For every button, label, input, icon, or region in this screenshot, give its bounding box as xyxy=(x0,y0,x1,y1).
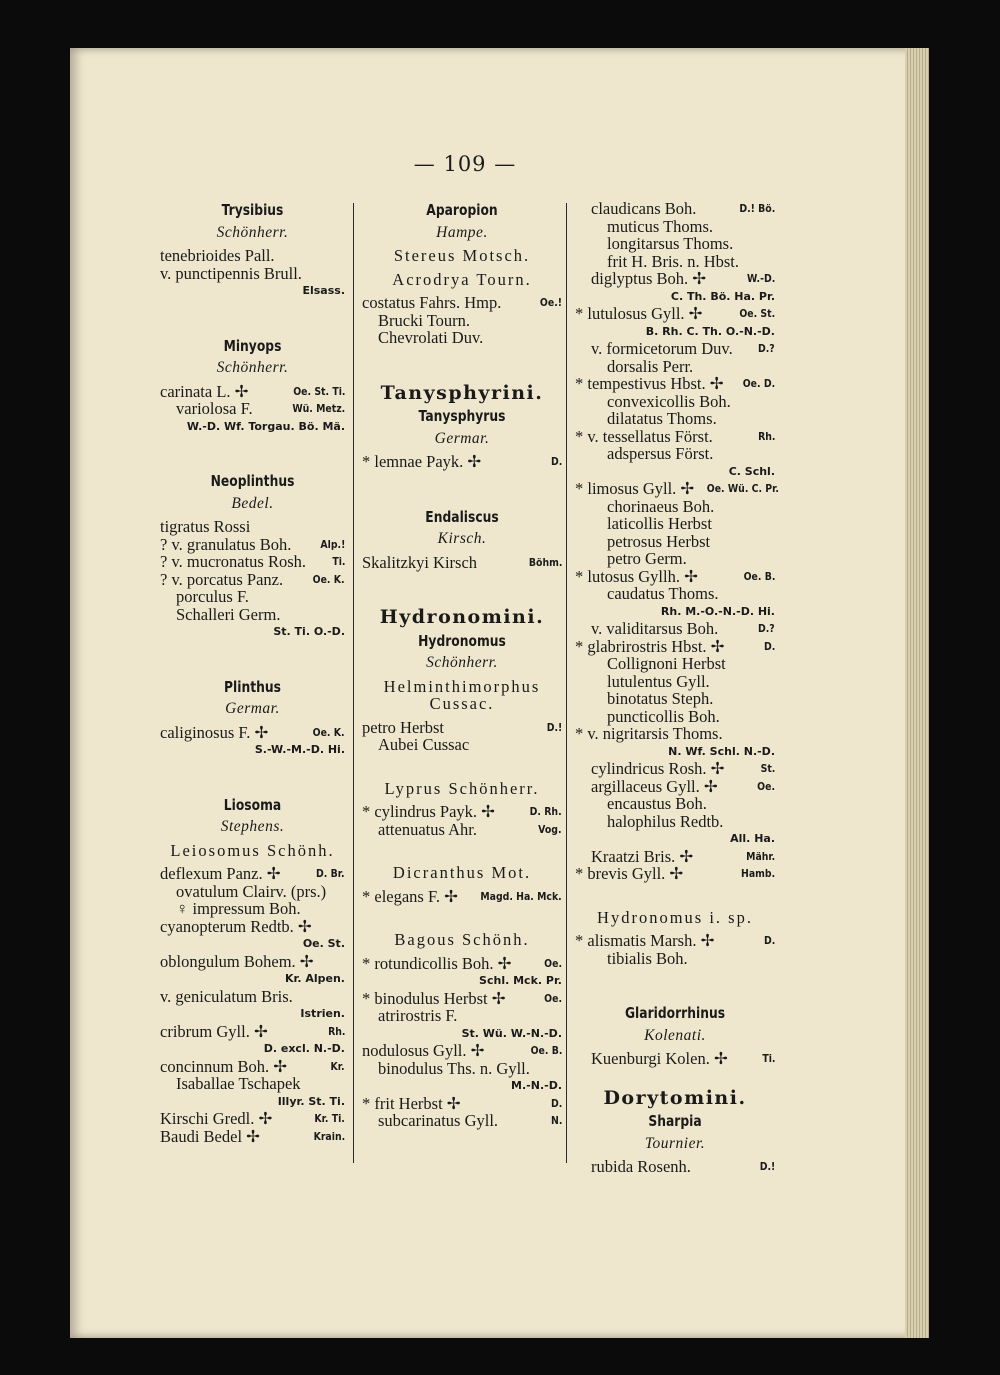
genus-heading: Plinthus xyxy=(224,677,281,696)
species-entry: attenuatus Ahr. Vog. xyxy=(378,819,562,839)
genus-author: Schönherr. xyxy=(216,359,289,376)
locality: Rh. M.-O.-N.-D. Hi. xyxy=(660,604,775,618)
genus-author: Bedel. xyxy=(231,494,274,512)
species-entry: ? v. granulatus Boh. Alp.! xyxy=(160,534,345,554)
genus-author: Tournier. xyxy=(644,1134,706,1152)
subgenus-heading: Bagous Schönh. xyxy=(394,930,530,949)
locality: C. Schl. xyxy=(728,464,775,478)
genus-heading: Endaliscus xyxy=(425,507,499,526)
species-entry: * alismatis Marsh. ✢ D. xyxy=(575,931,775,950)
species-entry: Kirschi Gredl. ✢ Kr. Ti. xyxy=(160,1109,345,1128)
genus-heading: Tanysphyrus xyxy=(418,407,506,425)
species-entry: laticollis Herbst xyxy=(607,514,712,533)
locality: C. Th. Bö. Ha. Pr. xyxy=(670,289,775,303)
genus-heading: Aparopion xyxy=(426,201,498,219)
species-entry: v. validitarsus Boh. D.? xyxy=(591,619,775,638)
species-entry: tibialis Boh. xyxy=(607,948,688,968)
species-entry: ? v. mucronatus Rosh. Ti. xyxy=(160,552,345,571)
species-entry: muticus Thoms. xyxy=(607,216,714,236)
locality: B. Rh. C. Th. O.-N.-D. xyxy=(645,324,775,338)
species-entry: * lemnae Payk. ✢ D. xyxy=(362,452,562,471)
species-entry: * lutulosus Gyll. ✢ Oe. St. xyxy=(575,304,775,323)
species-entry: Brucki Tourn. xyxy=(378,310,471,330)
genus-author: Schönherr. xyxy=(216,223,289,241)
species-entry: claudicans Boh. D.! Bö. xyxy=(591,199,775,218)
tribe-heading: Tanysphyrini. xyxy=(380,381,544,404)
species-entry: Collignoni Herbst xyxy=(607,654,726,673)
species-entry: caudatus Thoms. xyxy=(607,584,719,603)
genus-author: Stephens. xyxy=(220,818,285,835)
species-entry: v. formicetorum Duv. D.? xyxy=(591,339,775,358)
species-entry: concinnum Boh. ✢ Kr. xyxy=(160,1056,345,1076)
species-entry: cribrum Gyll. ✢ Rh. xyxy=(160,1021,345,1041)
species-entry: dilatatus Thoms. xyxy=(607,409,717,428)
species-entry: Baudi Bedel ✢ Krain. xyxy=(160,1126,345,1146)
genus-heading: Hydronomus xyxy=(418,631,506,650)
species-entry: adspersus Först. xyxy=(607,444,714,463)
subgenus-heading: Stereus Motsch. xyxy=(393,246,531,265)
locality: D. excl. N.-D. xyxy=(263,1042,345,1055)
species-entry: diglyptus Boh. ✢ W.-D. xyxy=(591,269,775,288)
subgenus-author: Cussac. xyxy=(429,694,495,713)
genus-author: Kirsch. xyxy=(437,530,487,547)
genus-heading: Neoplinthus xyxy=(210,472,295,490)
subgenus-heading: Helminthimorphus xyxy=(383,676,541,696)
column-rule-2 xyxy=(566,203,567,1163)
species-entry: * rotundicollis Boh. ✢ Oe. xyxy=(362,953,562,973)
genus-author: Hampe. xyxy=(436,223,488,241)
species-entry: encaustus Boh. xyxy=(607,794,707,813)
species-entry: binodulus Ths. n. Gyll. xyxy=(378,1058,530,1078)
species-entry: puncticollis Boh. xyxy=(607,706,720,726)
subgenus-heading: Lyprus Schönherr. xyxy=(384,778,540,798)
species-entry: caliginosus F. ✢ Oe. K. xyxy=(160,722,345,742)
species-entry: lutulentus Gyll. xyxy=(607,671,710,691)
locality: St. Ti. O.-D. xyxy=(273,625,345,638)
locality: St. Wü. W.-N.-D. xyxy=(461,1026,562,1040)
species-entry: petro Germ. xyxy=(607,549,687,568)
species-entry: Kraatzi Bris. ✢ Mähr. xyxy=(591,846,775,866)
species-entry: binotatus Steph. xyxy=(607,689,714,708)
locality: N. Wf. Schl. N.-D. xyxy=(668,744,775,758)
species-entry: rubida Rosenh. D.! xyxy=(591,1157,775,1176)
species-entry: frit H. Bris. n. Hbst. xyxy=(607,251,739,271)
species-entry: carinata L. ✢ Oe. St. Ti. xyxy=(160,381,345,401)
subgenus-heading: Hydronomus i. sp. xyxy=(597,907,753,927)
subgenus-heading: Leiosomus Schönh. xyxy=(170,840,335,860)
species-entry: * limosus Gyll. ✢ Oe. Wü. C. Pr. xyxy=(575,479,780,498)
species-entry: * glabrirostris Hbst. ✢ D. xyxy=(575,636,775,656)
page-number: — 109 — xyxy=(413,152,517,176)
species-entry: nodulosus Gyll. ✢ Oe. B. xyxy=(362,1041,562,1060)
locality: Kr. Alpen. xyxy=(284,972,345,985)
species-entry: deflexum Panz. ✢ D. Br. xyxy=(160,864,345,883)
locality: Illyr. St. Ti. xyxy=(277,1094,345,1108)
species-entry: costatus Fahrs. Hmp. Oe.! xyxy=(362,293,562,312)
species-entry: Skalitzkyi Kirsch Böhm. xyxy=(362,552,562,572)
species-entry: porculus F. xyxy=(176,587,249,606)
species-entry: chorinaeus Boh. xyxy=(607,496,715,516)
species-entry: variolosa F. Wü. Metz. xyxy=(176,399,345,418)
species-entry: dorsalis Perr. xyxy=(607,356,694,376)
species-entry: * elegans F. ✢ Magd. Ha. Mck. xyxy=(362,886,562,906)
species-entry: * binodulus Herbst ✢ Oe. xyxy=(362,988,562,1008)
species-entry: v. punctipennis Brull. xyxy=(160,263,302,283)
genus-heading: Liosoma xyxy=(223,795,282,814)
column-2 xyxy=(362,200,562,1130)
species-entry: oblongulum Bohem. ✢ xyxy=(160,951,314,971)
species-entry: longitarsus Thoms. xyxy=(607,234,734,253)
tribe-heading: Dorytomini. xyxy=(603,1086,747,1109)
page-edges xyxy=(905,48,929,1338)
locality: S.-W.-M.-D. Hi. xyxy=(254,743,345,756)
subgenus-heading: Dicranthus Mot. xyxy=(392,863,532,882)
species-entry: * frit Herbst ✢ D. xyxy=(362,1093,562,1113)
locality: W.-D. Wf. Torgau. Bö. Mä. xyxy=(186,419,345,433)
species-entry: convexicollis Boh. xyxy=(607,391,731,411)
genus-author: Kolenati. xyxy=(644,1026,706,1044)
species-entry: * v. nigritarsis Thoms. xyxy=(575,724,723,743)
species-entry: * tempestivus Hbst. ✢ Oe. D. xyxy=(575,374,775,393)
locality: Elsass. xyxy=(302,284,345,297)
locality: All. Ha. xyxy=(730,832,775,845)
species-entry: v. geniculatum Bris. xyxy=(160,986,293,1006)
locality: Schl. Mck. Pr. xyxy=(479,974,562,987)
species-entry: argillaceus Gyll. ✢ Oe. xyxy=(591,776,775,796)
genus-heading: Sharpia xyxy=(648,1112,702,1130)
genus-author: Schönherr. xyxy=(426,654,498,671)
locality: M.-N.-D. xyxy=(511,1079,562,1092)
column-rule-1 xyxy=(353,203,354,1163)
species-entry: atrirostris F. xyxy=(378,1006,458,1025)
genus-heading: Minyops xyxy=(223,336,282,355)
species-entry: * v. tessellatus Först. Rh. xyxy=(575,426,775,446)
species-entry: Aubei Cussac xyxy=(378,735,470,754)
species-entry: cyanopterum Redtb. ✢ xyxy=(160,916,312,936)
species-entry: Schalleri Germ. xyxy=(176,604,281,624)
species-entry: ? v. porcatus Panz. Oe. K. xyxy=(160,569,345,589)
species-entry: * lutosus Gyllh. ✢ Oe. B. xyxy=(575,566,775,586)
species-entry: halophilus Redtb. xyxy=(607,811,724,831)
species-entry: tenebrioides Pall. xyxy=(160,246,275,265)
tribe-heading: Hydronomini. xyxy=(379,606,545,628)
column-1 xyxy=(160,200,345,1145)
subgenus-heading: Acrodrya Tourn. xyxy=(392,269,532,289)
species-entry: Kuenburgi Kolen. ✢ Ti. xyxy=(591,1049,775,1068)
species-entry: subcarinatus Gyll. N. xyxy=(378,1111,562,1130)
species-entry: tigratus Rossi xyxy=(160,517,251,536)
species-entry: * brevis Gyll. ✢ Hamb. xyxy=(575,864,775,883)
locality: Oe. St. xyxy=(302,937,345,950)
genus-author: Germar. xyxy=(225,700,280,717)
species-entry: * cylindrus Payk. ✢ D. Rh. xyxy=(362,802,562,821)
locality: Istrien. xyxy=(300,1007,345,1020)
species-entry: Isaballae Tschapek xyxy=(176,1074,301,1093)
species-entry: cylindricus Rosh. ✢ St. xyxy=(591,759,775,778)
genus-author: Germar. xyxy=(434,429,490,447)
species-entry: ovatulum Clairv. (prs.) xyxy=(176,881,327,901)
genus-heading: Trysibius xyxy=(221,201,284,219)
species-entry: petrosus Herbst xyxy=(607,531,711,551)
species-entry: Chevrolati Duv. xyxy=(378,328,484,347)
species-entry: petro Herbst D.! xyxy=(362,717,562,737)
column-3 xyxy=(575,199,780,1176)
genus-heading: Glaridorrhinus xyxy=(624,1004,726,1022)
species-entry: ♀ impressum Boh. xyxy=(176,899,301,918)
